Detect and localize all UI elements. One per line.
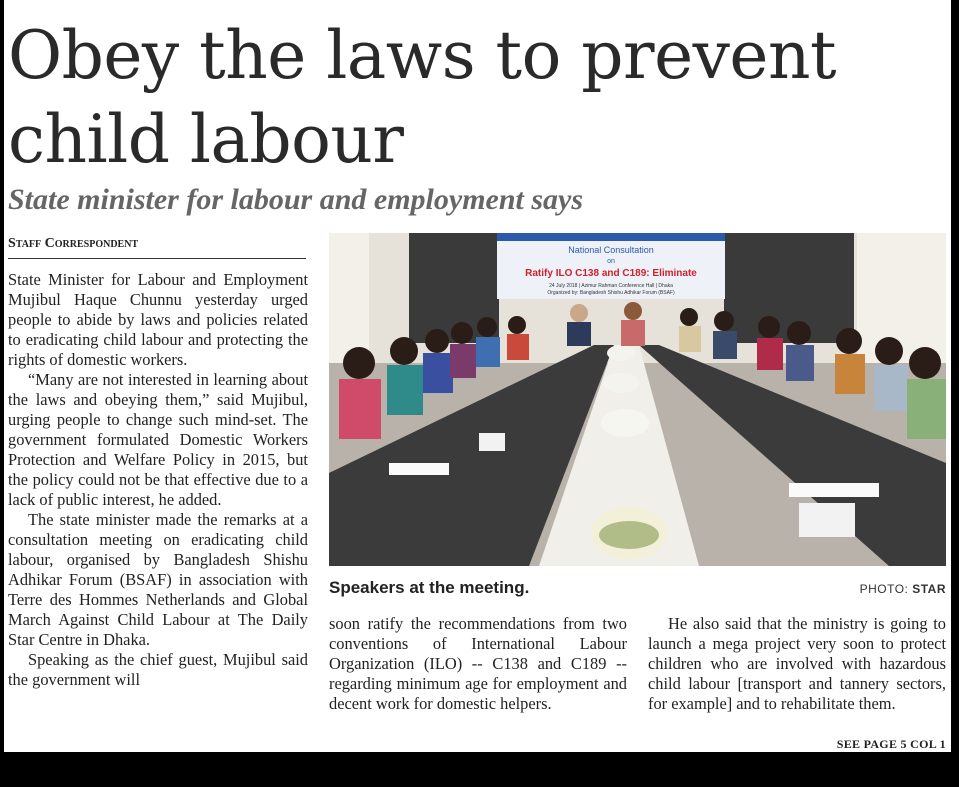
page-left-border [0, 0, 4, 752]
photo-credit [780, 582, 946, 596]
meeting-photo-illustration [329, 233, 946, 566]
meeting-photo [329, 233, 946, 566]
banner-line-5: Organized by: Bangladesh Shishu Adhikar Forum (BSAF) [547, 290, 675, 296]
photo-credit-source: STAR [912, 582, 946, 596]
paragraph-2: “Many are not interested in learning about the laws and obeying them,” said Mujibul, urging people to change such mind-set. The government formulated Domestic Workers Protection and Welfare Policy in 2015, but the policy could not be that effective due to a lack of public interest, he added. [8, 370, 308, 509]
headline [8, 14, 938, 182]
headline-line-2: child labour [8, 101, 404, 178]
photo-caption: Speakers at the meeting. [329, 578, 530, 597]
headline-line-1: Obey the laws to prevent [8, 17, 837, 94]
photo-credit-prefix: PHOTO: [859, 582, 909, 596]
paragraph-3: The state minister made the remarks at a consultation meeting on eradicating child labour, organised by Bangladesh Shishu Adhikar Forum (BSAF) in association with Terre des Hommes Netherlands and Global March Against Child Labour at The Daily Star Centre in Dhaka. [8, 510, 308, 649]
article-column-3 [648, 614, 946, 736]
paragraph-5: soon ratify the recommendations from two conventions of International Labour Organization (ILO) -- C138 and C189 -- regarding minimum age for employment and decent work for domestic helpers. [329, 614, 627, 713]
article-column-2 [329, 614, 627, 752]
paragraph-6: He also said that the ministry is going to launch a mega project very soon to protect children who are involved with hazardous child labour [transport and tannery sectors, for example] and to rehabilitate them. [648, 614, 946, 713]
page-right-border [951, 0, 959, 752]
banner-line-1: National Consultation [568, 245, 654, 255]
continuation-note: SEE PAGE 5 COL 1 [836, 737, 946, 751]
banner-line-3: Ratify ILO C138 and C189: Eliminate [525, 268, 697, 279]
byline: Staff Correspondent [8, 236, 306, 259]
subheadline: State minister for labour and employment says [8, 183, 584, 216]
paragraph-1: State Minister for Labour and Employment Mujibul Haque Chunnu yesterday urged people to abide by laws and policies related to eradicating child labour and protecting the rights of domestic workers. [8, 270, 308, 369]
event-banner [497, 233, 725, 299]
article-column-1 [8, 270, 308, 752]
banner-top-stripe [497, 233, 725, 241]
paragraph-4: Speaking as the chief guest, Mujibul said the government will [8, 650, 308, 689]
banner-line-2: on [607, 258, 615, 265]
banner-line-4: 24 July 2018 | Azimur Rahman Conference Hall | Dhaka [549, 283, 673, 289]
